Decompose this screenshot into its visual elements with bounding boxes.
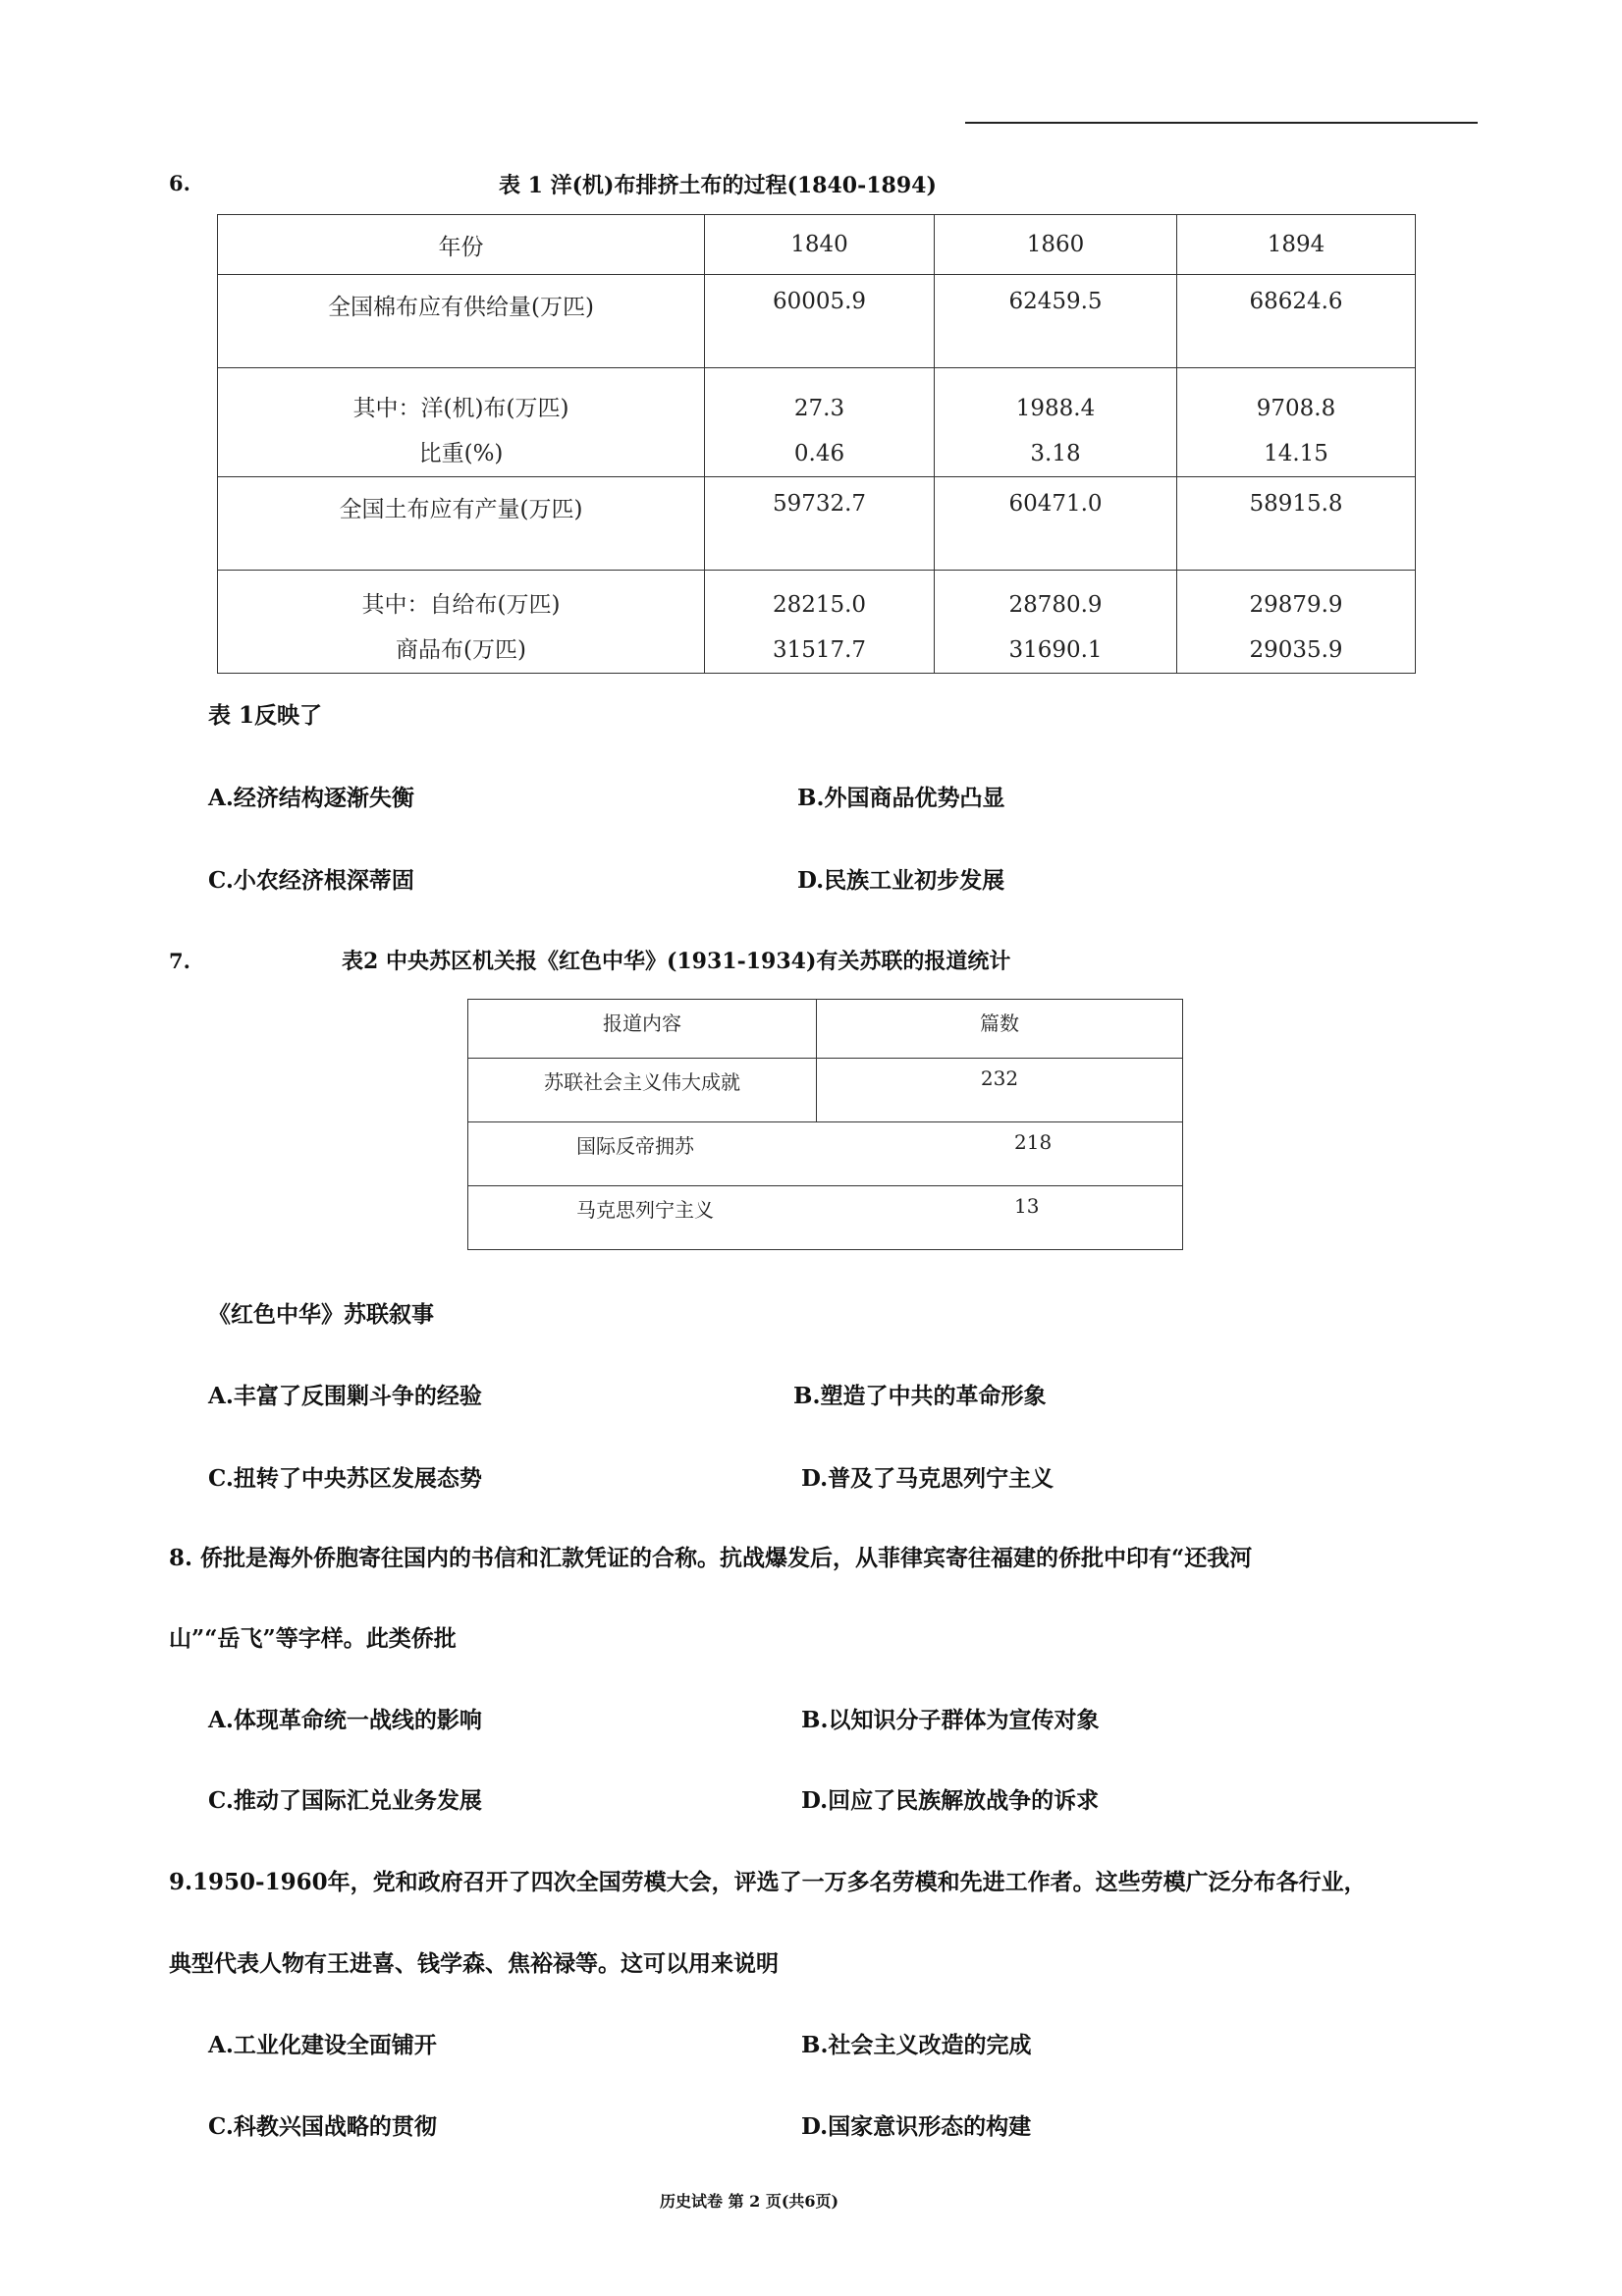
q9-option-b[interactable]: B.社会主义改造的完成	[801, 2032, 1032, 2058]
table-row	[218, 571, 1416, 674]
table-cell: 27.3 0.46	[705, 368, 935, 477]
table-row	[468, 1059, 1183, 1122]
q6-option-c[interactable]: C.小农经济根深蒂固	[208, 867, 414, 894]
q6-number: 6.	[169, 171, 190, 195]
header-cell: 1840	[705, 215, 935, 275]
q7-stem: 《红色中华》苏联叙事	[208, 1301, 434, 1328]
row-value: 13	[1014, 1194, 1040, 1218]
q7-option-b[interactable]: B.塑造了中共的革命形象	[793, 1383, 1047, 1409]
q9-option-c[interactable]: C.科教兴国战略的贯彻	[208, 2113, 437, 2140]
row-value: 218	[1014, 1130, 1053, 1154]
row-label: 其中：自给布(万匹) 商品布(万匹)	[218, 571, 705, 674]
header-rule	[965, 122, 1478, 124]
table-cell: 29879.9 29035.9	[1177, 571, 1416, 674]
header-cell: 报道内容	[468, 1000, 817, 1059]
q9-option-d[interactable]: D.国家意识形态的构建	[801, 2113, 1032, 2140]
table-cell: 1988.4 3.18	[935, 368, 1177, 477]
q6-option-d[interactable]: D.民族工业初步发展	[797, 867, 1005, 894]
table-row	[218, 477, 1416, 571]
q9-stem-line-2: 典型代表人物有王进喜、钱学森、焦裕禄等。这可以用来说明	[169, 1950, 779, 1977]
q9-stem-line-1: 9.1950-1960年，党和政府召开了四次全国劳模大会，评选了一万多名劳模和先进工作者。这些劳模广泛分布各行业，	[169, 1869, 1367, 1895]
table-cell: 28215.0 31517.7	[705, 571, 935, 674]
page-footer: 历史试卷 第 2 页(共6页)	[660, 2192, 839, 2211]
table-cell: 60471.0	[935, 477, 1177, 571]
table-cell: 232	[817, 1059, 1183, 1122]
table-cell	[468, 1186, 1183, 1250]
q6-table	[217, 214, 1416, 674]
q8-stem-line-1: 8. 侨批是海外侨胞寄往国内的书信和汇款凭证的合称。抗战爆发后，从菲律宾寄往福建的侨批中印有“还我河	[169, 1545, 1253, 1571]
row-label: 其中：洋(机)布(万匹) 比重(%)	[218, 368, 705, 477]
table-cell	[468, 1122, 1183, 1186]
q7-option-c[interactable]: C.扭转了中央苏区发展态势	[208, 1465, 482, 1492]
table-cell: 58915.8	[1177, 477, 1416, 571]
table-row	[218, 368, 1416, 477]
q7-table-caption: 表2 中央苏区机关报《红色中华》(1931-1934)有关苏联的报道统计	[342, 949, 1011, 974]
q8-option-a[interactable]: A.体现革命统一战线的影响	[208, 1707, 482, 1733]
q7-number: 7.	[169, 949, 190, 973]
q8-option-b[interactable]: B.以知识分子群体为宣传对象	[801, 1707, 1100, 1733]
table-cell: 苏联社会主义伟大成就	[468, 1059, 817, 1122]
q8-option-d[interactable]: D.回应了民族解放战争的诉求	[801, 1787, 1100, 1814]
q6-stem: 表 1反映了	[208, 702, 323, 729]
table-cell: 59732.7	[705, 477, 935, 571]
header-cell: 篇数	[817, 1000, 1183, 1059]
q6-option-b[interactable]: B.外国商品优势凸显	[797, 785, 1005, 811]
q9-option-a[interactable]: A.工业化建设全面铺开	[208, 2032, 437, 2058]
header-cell: 1894	[1177, 215, 1416, 275]
row-label: 全国土布应有产量(万匹)	[218, 477, 705, 571]
q7-option-d[interactable]: D.普及了马克思列宁主义	[801, 1465, 1054, 1492]
header-cell: 年份	[218, 215, 705, 275]
q8-option-c[interactable]: C.推动了国际汇兑业务发展	[208, 1787, 482, 1814]
table-header-row	[468, 1000, 1183, 1059]
table-cell: 60005.9	[705, 275, 935, 368]
table-cell: 9708.8 14.15	[1177, 368, 1416, 477]
header-cell: 1860	[935, 215, 1177, 275]
q7-table	[467, 999, 1183, 1250]
table-header-row	[218, 215, 1416, 275]
table-cell: 62459.5	[935, 275, 1177, 368]
table-row	[218, 275, 1416, 368]
table-row	[468, 1122, 1183, 1186]
row-label: 国际反帝拥苏	[576, 1134, 694, 1158]
row-label: 全国棉布应有供给量(万匹)	[218, 275, 705, 368]
table-cell: 68624.6	[1177, 275, 1416, 368]
q6-table-caption: 表 1 洋(机)布排挤土布的过程(1840-1894)	[499, 173, 937, 198]
q8-stem-line-2: 山”“岳飞”等字样。此类侨批	[169, 1625, 457, 1652]
table-cell: 28780.9 31690.1	[935, 571, 1177, 674]
row-label: 马克思列宁主义	[576, 1198, 714, 1222]
q6-option-a[interactable]: A.经济结构逐渐失衡	[208, 785, 414, 811]
q7-option-a[interactable]: A.丰富了反围剿斗争的经验	[208, 1383, 482, 1409]
table-row	[468, 1186, 1183, 1250]
